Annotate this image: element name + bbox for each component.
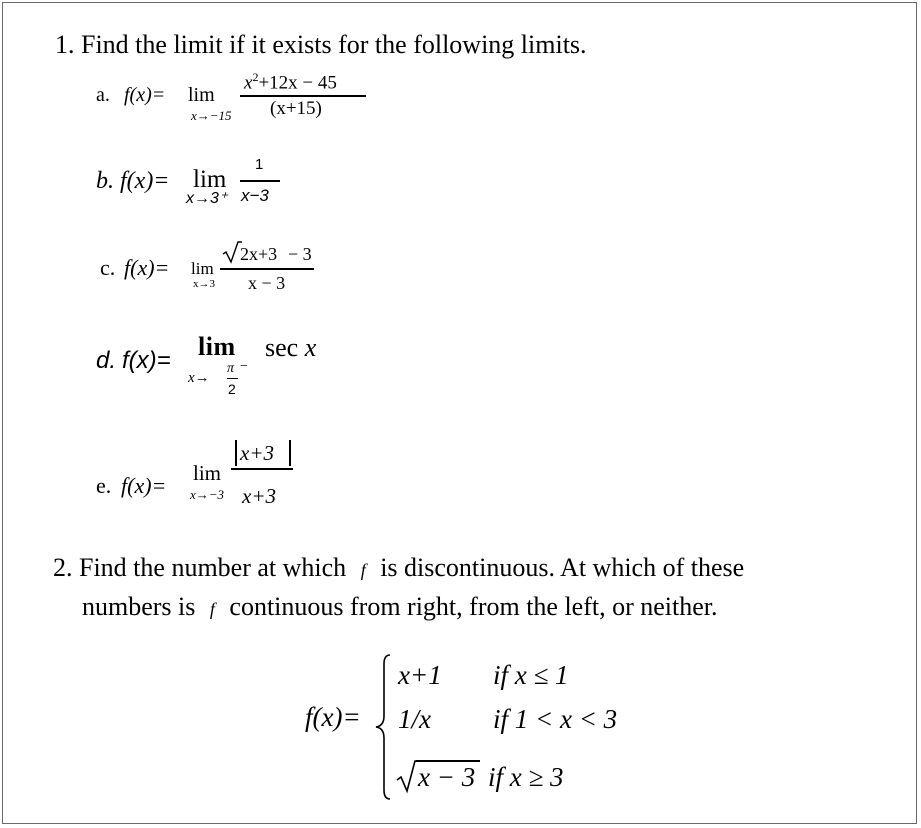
part-a-lim-subscript: x→−15 [191, 108, 232, 123]
part-b-function: f(x)= [120, 168, 170, 194]
part-c-lim-subscript: x→3 [193, 278, 215, 290]
part-d-lim-subscript-var: x→ [188, 370, 210, 386]
part-e-numerator: x+3 [240, 441, 274, 465]
piece-2-condition: if 1 < x < 3 [493, 704, 618, 734]
part-d-label: d. [96, 347, 117, 374]
part-c-label: c. [100, 255, 116, 280]
part-e-abs-left-bar [235, 440, 237, 466]
question-2-line-1: 2. Find the number at which f is discontinuous. At which of these [53, 553, 745, 582]
part-b-lim-subscript: x→3⁺ [186, 190, 228, 207]
part-c-fraction-bar [220, 268, 314, 270]
part-c-radical-sign [222, 240, 242, 264]
question-2-f-symbol-2: f [209, 599, 215, 619]
part-a-fraction-bar [240, 95, 366, 97]
part-e-fraction-bar [231, 468, 293, 470]
question-2-f-symbol: f [360, 560, 366, 580]
piecewise-left-brace [372, 652, 396, 802]
part-d-minus-superscript: − [240, 359, 248, 374]
part-c-lim: lim [191, 259, 214, 278]
part-e-abs-right-bar [289, 440, 291, 466]
part-a-denominator: (x+15) [270, 98, 322, 119]
part-e-denominator: x+3 [242, 484, 276, 508]
piece-3-radical-sign [396, 758, 418, 794]
part-b-lim: lim [193, 166, 227, 193]
part-d-subscript-fraction-bar [227, 378, 238, 379]
part-b-numerator: 1 [255, 156, 264, 173]
piece-2-expression: 1/x [398, 704, 431, 734]
part-b-denominator: x−3 [241, 186, 269, 205]
part-e-label: e. [96, 473, 112, 498]
part-a-numerator: $x^2+12x - 45$ [244, 70, 337, 94]
part-e-function: f(x)= [121, 473, 167, 498]
part-c-denominator: x − 3 [248, 273, 286, 293]
piece-3-condition: if x ≥ 3 [488, 762, 564, 792]
part-d-two: 2 [228, 381, 236, 397]
part-d-function: f(x)= [122, 347, 171, 374]
part-b-label: b. [96, 168, 114, 194]
page-border [2, 2, 917, 824]
part-b-fraction-bar [240, 180, 280, 182]
part-c-numerator-rest: − 3 [288, 244, 312, 264]
part-a-label: a. [96, 84, 110, 106]
piece-1-condition: if x ≤ 1 [493, 660, 569, 690]
part-d-expression: sec x [265, 333, 317, 362]
part-e-lim: lim [193, 461, 222, 485]
part-c-radicand: 2x+3 [240, 244, 278, 264]
part-d-lim: lim [198, 332, 236, 361]
piecewise-function-name: f(x)= [305, 702, 361, 732]
part-a-function: f(x)= [124, 84, 166, 106]
question-2-line-2: numbers is f continuous from right, from the left, or neither. [82, 592, 718, 621]
question-1-heading: 1. Find the limit if it exists for the following limits. [55, 30, 587, 59]
part-c-function: f(x)= [124, 255, 170, 280]
piece-3-expression: x − 3 [418, 762, 476, 792]
part-a-lim: lim [188, 84, 215, 106]
part-e-lim-subscript: x→−3 [190, 487, 225, 502]
piece-1-expression: x+1 [398, 660, 442, 690]
part-d-pi: π [227, 361, 235, 376]
